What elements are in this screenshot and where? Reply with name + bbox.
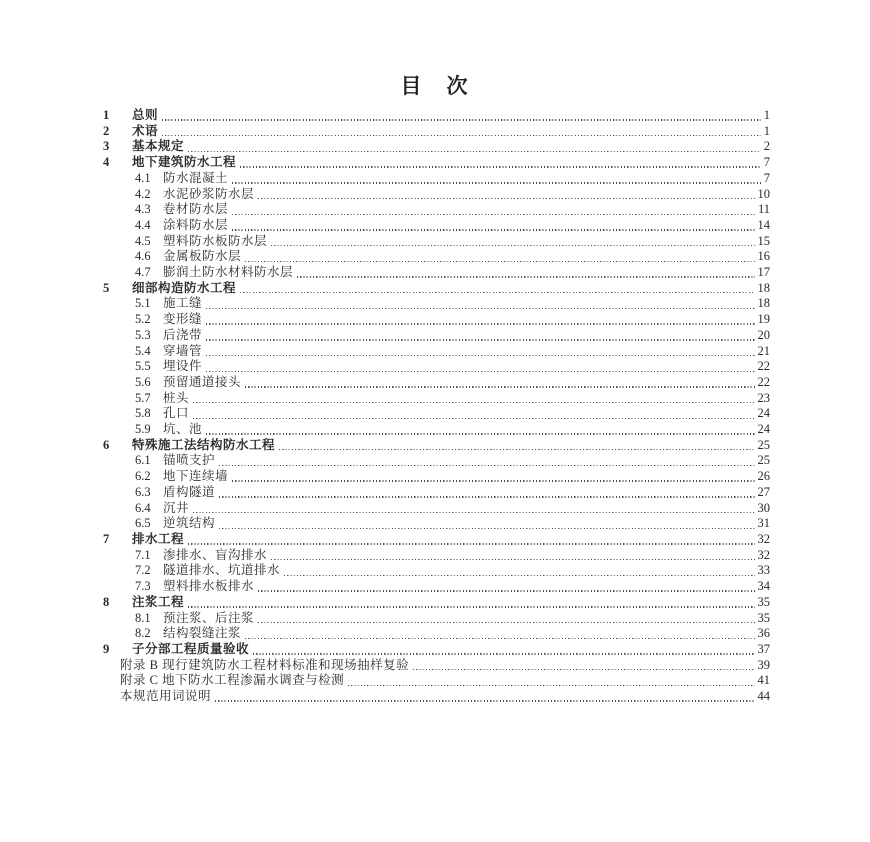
- toc-entry: [103, 155, 770, 171]
- toc-entry-page: 32: [757, 531, 770, 546]
- dot-leader: [188, 543, 754, 544]
- dot-leader: [413, 669, 754, 670]
- toc-entry-page: 39: [757, 657, 770, 672]
- toc-entry: [103, 296, 770, 312]
- toc-entry-label: 附录 C 地下防水工程渗漏水调查与检测: [120, 673, 345, 688]
- toc-entry-page: 35: [757, 594, 770, 609]
- toc-entry-page: 30: [757, 500, 770, 515]
- toc-entry-page: 25: [757, 453, 770, 468]
- toc-entry-page: 37: [757, 641, 770, 656]
- toc-entry: [103, 359, 770, 375]
- dot-leader: [219, 528, 754, 529]
- toc-entry: [103, 689, 770, 705]
- toc-entry: [103, 611, 770, 627]
- toc-entry-number: 6.1: [135, 453, 151, 468]
- toc-entry-page: 1: [763, 108, 770, 122]
- dot-leader: [162, 119, 761, 120]
- toc-entry-page: 27: [757, 484, 770, 499]
- toc-entry-number: 5: [103, 280, 110, 295]
- toc-entry-label: 排水工程: [132, 531, 185, 546]
- toc-entry-label: 坑、池: [163, 422, 203, 437]
- toc-entry: [103, 202, 770, 218]
- toc-entry: [103, 532, 770, 548]
- toc-entry: [103, 469, 770, 485]
- toc-entry-label: 桩头: [163, 390, 190, 405]
- toc-entry-number: 7: [103, 531, 110, 546]
- dot-leader: [206, 339, 754, 340]
- toc-entry-label: 孔口: [163, 406, 190, 421]
- toc-entry-page: 15: [757, 233, 770, 248]
- toc-entry-label: 子分部工程质量验收: [132, 641, 250, 656]
- toc-entry-number: 9: [103, 641, 110, 656]
- toc-entry: [103, 312, 770, 328]
- toc-entry: [103, 139, 770, 155]
- dot-leader: [193, 402, 754, 403]
- toc-entry-label: 隧道排水、坑道排水: [163, 563, 281, 578]
- toc-entry-number: 8.2: [135, 626, 151, 641]
- toc-entry-page: 26: [757, 469, 770, 484]
- toc-entry-label: 预注浆、后注浆: [163, 610, 255, 625]
- dot-leader: [253, 653, 754, 654]
- toc-entry: [103, 453, 770, 469]
- toc-entry-number: 5.6: [135, 374, 151, 389]
- toc-entry: [103, 422, 770, 438]
- toc-entry-label: 基本规定: [132, 139, 185, 154]
- toc-entry-label: 塑料排水板排水: [163, 579, 255, 594]
- toc-entry: [103, 516, 770, 532]
- dot-leader: [279, 449, 754, 450]
- toc-entry-label: 细部构造防水工程: [132, 280, 237, 295]
- dot-leader: [188, 151, 761, 152]
- toc-entry-number: 4.1: [135, 170, 151, 185]
- dot-leader: [193, 512, 754, 513]
- toc-entry: [103, 501, 770, 517]
- toc-entry: [103, 406, 770, 422]
- dot-leader: [271, 559, 754, 560]
- toc-entry-page: 7: [763, 155, 770, 170]
- dot-leader: [271, 245, 754, 246]
- toc-entry-page: 19: [757, 312, 770, 327]
- toc-entry-label: 施工缝: [163, 296, 203, 311]
- dot-leader: [188, 606, 754, 607]
- toc-entry-label: 特殊施工法结构防水工程: [132, 437, 276, 452]
- toc-entry-label: 盾构隧道: [163, 484, 216, 499]
- toc-entry-number: 4.5: [135, 233, 151, 248]
- toc-entry-label: 塑料防水板防水层: [163, 233, 268, 248]
- dot-leader: [232, 182, 761, 183]
- toc-entry-page: 20: [757, 327, 770, 342]
- toc-entry: [103, 218, 770, 234]
- toc-entry-number: 4.6: [135, 249, 151, 264]
- toc-entry-page: 17: [757, 265, 770, 280]
- toc-entry: [103, 375, 770, 391]
- dot-leader: [206, 433, 754, 434]
- toc-entry-page: 21: [757, 343, 770, 358]
- toc-entry-number: 3: [103, 139, 110, 154]
- toc-entry-label: 防水混凝土: [163, 170, 229, 185]
- toc-entry-number: 8: [103, 594, 110, 609]
- toc-entry-page: 2: [763, 139, 770, 154]
- toc-entry: [103, 281, 770, 297]
- toc-entry-page: 10: [757, 186, 770, 201]
- dot-leader: [219, 496, 754, 497]
- dot-leader: [206, 371, 754, 372]
- toc-entry-number: 4.4: [135, 217, 151, 232]
- toc-entry-label: 附录 B 现行建筑防水工程材料标准和现场抽样复验: [120, 657, 410, 672]
- toc-entry-number: 5.7: [135, 390, 151, 405]
- toc-entry-label: 渗排水、盲沟排水: [163, 547, 268, 562]
- dot-leader: [245, 261, 754, 262]
- dot-leader: [193, 418, 754, 419]
- toc-entry-page: 11: [757, 202, 770, 217]
- toc-entry-label: 卷材防水层: [163, 202, 229, 217]
- toc-entry: [103, 108, 770, 124]
- toc-entry-number: 7.2: [135, 563, 151, 578]
- toc-entry-number: 1: [103, 108, 110, 122]
- toc-entry-label: 本规范用词说明: [120, 689, 212, 704]
- dot-leader: [245, 386, 754, 387]
- toc-entry-label: 注浆工程: [132, 594, 185, 609]
- toc-entry-label: 水泥砂浆防水层: [163, 186, 255, 201]
- toc-entry-page: 22: [757, 359, 770, 374]
- dot-leader: [162, 135, 761, 136]
- toc-entry: [103, 438, 770, 454]
- toc-entry-label: 总则: [132, 108, 159, 122]
- toc-entry: [103, 548, 770, 564]
- dot-leader: [232, 229, 754, 230]
- toc-entry: [103, 187, 770, 203]
- toc-entry: [103, 658, 770, 674]
- toc-entry: [103, 391, 770, 407]
- toc-entry-page: 36: [757, 626, 770, 641]
- toc-entry: [103, 485, 770, 501]
- toc-entry-label: 金属板防水层: [163, 249, 242, 264]
- toc-entry-number: 2: [103, 123, 110, 138]
- toc-entry-label: 结构裂缝注浆: [163, 626, 242, 641]
- toc-entry-page: 1: [763, 123, 770, 138]
- toc-entry: [103, 124, 770, 140]
- toc-entry-number: 5.8: [135, 406, 151, 421]
- dot-leader: [240, 166, 761, 167]
- toc-entry: [103, 673, 770, 689]
- toc-entry-number: 5.5: [135, 359, 151, 374]
- dot-leader: [245, 638, 754, 639]
- page-title: 目 次: [400, 74, 470, 98]
- toc-entry-label: 埋设件: [163, 359, 203, 374]
- toc-entry: [103, 234, 770, 250]
- dot-leader: [258, 198, 754, 199]
- toc-entry-page: 41: [757, 673, 770, 688]
- toc-entry-label: 变形缝: [163, 312, 203, 327]
- toc-entry-number: 5.1: [135, 296, 151, 311]
- toc-entry-number: 4: [103, 155, 110, 170]
- toc-entry-number: 5.4: [135, 343, 151, 358]
- toc-entry-number: 6: [103, 437, 110, 452]
- toc-entry-number: 5.3: [135, 327, 151, 342]
- toc-entry-number: 6.5: [135, 516, 151, 531]
- toc-list: [103, 108, 770, 705]
- toc-entry: [103, 595, 770, 611]
- toc-entry-label: 膨润土防水材料防水层: [163, 265, 294, 280]
- toc-entry-page: 24: [757, 422, 770, 437]
- toc-entry-page: 24: [757, 406, 770, 421]
- dot-leader: [297, 276, 754, 277]
- dot-leader: [258, 622, 754, 623]
- toc-entry-number: 6.4: [135, 500, 151, 515]
- toc-entry-label: 地下连续墙: [163, 469, 229, 484]
- toc-entry: [103, 579, 770, 595]
- toc-entry-label: 沉井: [163, 500, 190, 515]
- toc-entry-number: 6.3: [135, 484, 151, 499]
- dot-leader: [240, 292, 754, 293]
- toc-entry-label: 穿墙管: [163, 343, 203, 358]
- toc-entry-label: 逆筑结构: [163, 516, 216, 531]
- toc-entry-page: 18: [757, 296, 770, 311]
- toc-entry-label: 锚喷支护: [163, 453, 216, 468]
- toc-entry-page: 22: [757, 374, 770, 389]
- toc-entry-label: 涂料防水层: [163, 217, 229, 232]
- dot-leader: [206, 308, 754, 309]
- toc-entry-number: 4.2: [135, 186, 151, 201]
- dot-leader: [219, 465, 754, 466]
- toc-entry: [103, 642, 770, 658]
- toc-entry-number: 4.3: [135, 202, 151, 217]
- dot-leader: [348, 685, 754, 686]
- toc-entry-label: 地下建筑防水工程: [132, 155, 237, 170]
- dot-leader: [206, 355, 754, 356]
- toc-entry-page: 16: [757, 249, 770, 264]
- toc-entry: [103, 626, 770, 642]
- toc-entry: [103, 249, 770, 265]
- dot-leader: [258, 590, 754, 591]
- dot-leader: [232, 214, 755, 215]
- toc-entry-page: 25: [757, 437, 770, 452]
- toc-entry-label: 后浇带: [163, 327, 203, 342]
- toc-entry-page: 44: [757, 689, 770, 704]
- toc-entry: [103, 328, 770, 344]
- toc-entry-number: 7.3: [135, 579, 151, 594]
- toc-entry: [103, 171, 770, 187]
- toc-entry-number: 4.7: [135, 265, 151, 280]
- toc-entry-page: 35: [757, 610, 770, 625]
- toc-entry: [103, 265, 770, 281]
- toc-entry-label: 术语: [132, 123, 159, 138]
- toc-entry-number: 5.2: [135, 312, 151, 327]
- toc-entry-page: 23: [757, 390, 770, 405]
- toc-entry-page: 18: [757, 280, 770, 295]
- toc-entry: [103, 344, 770, 360]
- toc-entry-page: 32: [757, 547, 770, 562]
- toc-entry-number: 6.2: [135, 469, 151, 484]
- toc-entry-number: 7.1: [135, 547, 151, 562]
- toc-entry-page: 14: [757, 217, 770, 232]
- toc-entry-label: 预留通道接头: [163, 374, 242, 389]
- dot-leader: [232, 480, 754, 481]
- toc-entry-number: 5.9: [135, 422, 151, 437]
- toc-entry: [103, 563, 770, 579]
- toc-entry-page: 7: [763, 170, 770, 185]
- dot-leader: [215, 700, 754, 701]
- dot-leader: [206, 323, 754, 324]
- dot-leader: [284, 575, 754, 576]
- toc-entry-page: 31: [757, 516, 770, 531]
- toc-entry-page: 33: [757, 563, 770, 578]
- toc-entry-number: 8.1: [135, 610, 151, 625]
- toc-entry-page: 34: [757, 579, 770, 594]
